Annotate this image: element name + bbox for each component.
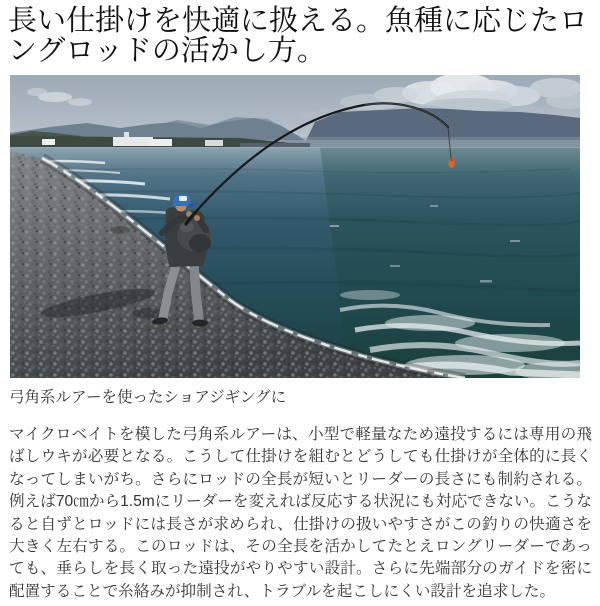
article-paragraph: マイクロベイトを模した弓角系ルアーは、小型で軽量なため遠投するには専用の飛ばしウキが必要となる。こうして仕掛けを組むとどうしても仕掛けが全体的に長くなってしまいがち。さらにロッドの全長が短いとリーダーの長さにも制約される。例えば70㎝から1.5mにリーダーを変えれば反応する状況にも対応できない。こうなると自ずとロッドには長さが求められ、仕掛けの扱いやすさがこの釣りの快適さを大きく左右する。このロッドは、その全長を活かしてたとえロングリーダーであっても、垂らしを長く取った遠投がやりやすい設計。さらに先端部分のガイドを密に配置することで糸絡みが抑制され、トラブルを起こしにくい設計を追求した。 bbox=[9, 426, 592, 600]
photo-caption: 弓角系ルアーを使ったショアジギングに bbox=[9, 389, 287, 406]
page-title: 長い仕掛けを快適に扱える。魚種に応じたロングロッドの活かし方。 bbox=[8, 5, 589, 67]
article-page bbox=[0, 6, 600, 606]
photo-float bbox=[448, 158, 454, 168]
hero-photo-illustration bbox=[10, 75, 580, 378]
hero-photo bbox=[10, 75, 580, 378]
